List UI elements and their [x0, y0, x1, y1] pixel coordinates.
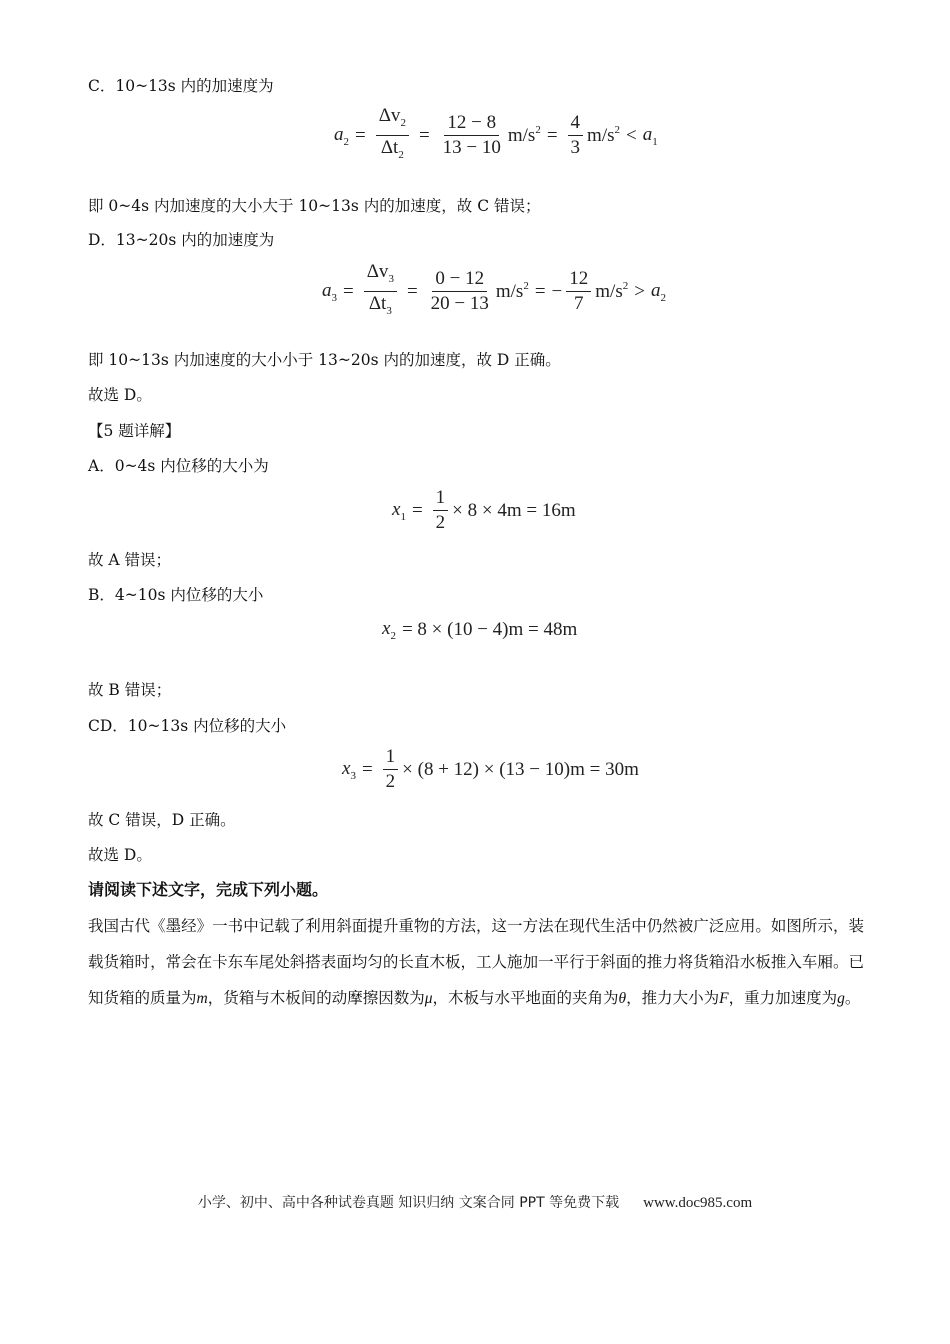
equation-a2: $a_2$ = $\frac{\Delta v_2}{\Delta t_2}$ = $\frac{12 - 8}{13 - 10}$ $m/s^2$ = $\frac{4}{3}$ $m/s^2$ < $a_1$: [334, 105, 658, 161]
question-5-title: 【5 题详解】: [88, 422, 181, 440]
equation-a3: $a_3$ = $\frac{\Delta v_3}{\Delta t_3}$ = $\frac{0 - 12}{20 - 13}$ $m/s^2$ = − $\frac{12}{7}$ $m/s^2$ > $a_2$: [322, 261, 666, 317]
option-b-conclusion: 故 B 错误；: [88, 681, 172, 699]
option-cd-conclusion: 故 C 错误，D 正确。: [88, 811, 236, 829]
passage-paragraph: 我国古代《墨经》一书中记载了利用斜面提升重物的方法，这一方法在现代生活中仍然被广泛应用。如图所示，装载货箱时，常会在卡东车尾处斜搭表面均匀的长直木板，工人施加一平行于斜面的推力将货箱沿水板推入车厢。已知货箱的质量为m，货箱与木板间的动摩擦因数为μ，木板与水平地面的夹角为θ，推力大小为F，重力加速度为g。: [88, 917, 864, 1007]
equation-x2: $x_2$ = 8 × (10 − 4)m = 48m: [382, 618, 578, 642]
option-c-heading: C．10~13s 内的加速度为: [88, 77, 274, 95]
footer-text: 小学、初中、高中各种试卷真题 知识归纳 文案合同 PPT 等免费下载: [197, 1195, 620, 1211]
answer-d-2: 故选 D。: [88, 846, 152, 864]
answer-d-1: 故选 D。: [88, 386, 152, 404]
option-b-heading: B．4~10s 内位移的大小: [88, 586, 264, 604]
option-cd-heading: CD．10~13s 内位移的大小: [88, 717, 287, 735]
option-d-heading: D．13~20s 内的加速度为: [88, 231, 275, 249]
option-d-conclusion: 即 10~13s 内加速度的大小小于 13~20s 内的加速度，故 D 正确。: [88, 351, 561, 369]
section-title: 请阅读下述文字，完成下列小题。: [88, 880, 329, 899]
equation-x3: $x_3$ = $\frac{1}{2}$ × (8 + 12) × (13 − 10)m = 30m: [342, 746, 639, 792]
option-a-conclusion: 故 A 错误；: [88, 551, 172, 569]
footer-url[interactable]: www.doc985.com: [643, 1195, 753, 1211]
equation-x1: $x_1$ = $\frac{1}{2}$ × 8 × 4m = 16m: [392, 487, 576, 533]
page-footer: [0, 1192, 950, 1212]
option-c-conclusion: 即 0~4s 内加速度的大小大于 10~13s 内的加速度，故 C 错误；: [88, 197, 541, 215]
option-a-heading: A．0~4s 内位移的大小为: [88, 457, 269, 475]
